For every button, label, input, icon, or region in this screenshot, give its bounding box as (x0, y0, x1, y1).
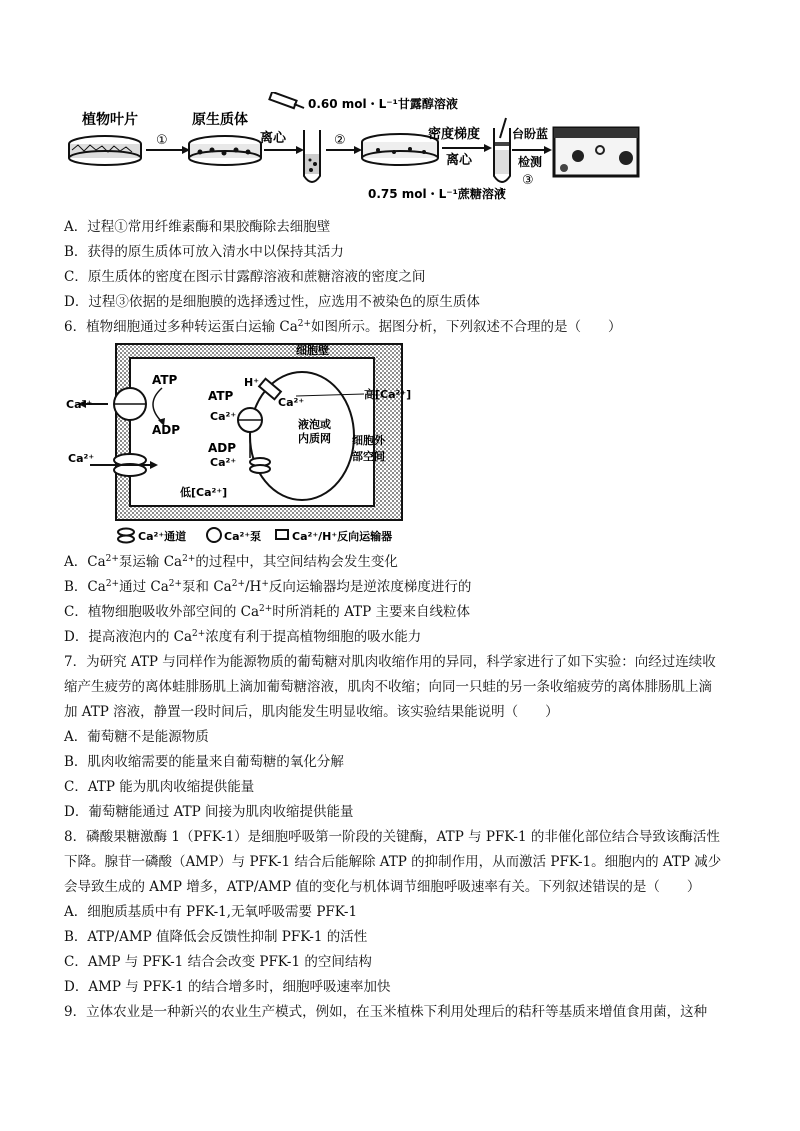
centrifuge1-label: 离心 (260, 131, 287, 146)
mannitol-label: 0.60 mol・L⁻¹甘露醇溶液 (308, 97, 458, 111)
high-ca-label: 高[Ca²⁺] (364, 388, 412, 401)
q7-option-b: B．肌肉收缩需要的能量来自葡萄糖的氧化分解 (64, 754, 344, 770)
atp-label-2: ATP (208, 389, 234, 403)
ca-out-label-2: Ca²⁺ (68, 452, 95, 465)
ca-in-label-2: Ca²⁺ (210, 456, 237, 469)
protoplast-dish (189, 111, 261, 165)
q7-stem-line3: 加 ATP 溶液，静置一段时间后，肌肉能发生明显收缩。该实验结果能说明（ ） (64, 704, 559, 720)
adp-label-1: ADP (152, 423, 181, 437)
figure-legend (118, 528, 392, 543)
q7-option-a: A．葡萄糖不是能源物质 (64, 729, 209, 745)
q5-option-c: C．原生质体的密度在图示甘露醇溶液和蔗糖溶液的密度之间 (64, 269, 426, 285)
outside-label-1: 细胞外 (352, 434, 385, 447)
resuspension-dish (362, 134, 438, 165)
q8-stem-line1: 8．磷酸果糖激酶 1（PFK-1）是细胞呼吸第一阶段的关键酶，ATP 与 PFK-1 的非催化部位结合导致该酶活性 (64, 829, 720, 845)
protoplast-label: 原生质体 (192, 112, 248, 128)
cell-wall-label: 细胞壁 (296, 344, 329, 357)
vacuole-label-1: 液泡或 (298, 418, 331, 431)
mannitol-pipette (269, 92, 457, 111)
q8-option-d: D．AMP 与 PFK-1 的结合增多时，细胞呼吸速率加快 (64, 979, 391, 995)
step2-label: ② (334, 133, 346, 148)
q8-option-a: A．细胞质基质中有 PFK-1,无氧呼吸需要 PFK-1 (64, 904, 358, 920)
q6-stem (64, 318, 622, 336)
step3-label: ③ (522, 173, 534, 188)
ca-pump-vacuole (238, 408, 262, 432)
legend-antiporter: Ca²⁺/H⁺反向运输器 (292, 530, 393, 543)
q6-stem-sup: 2+ (297, 319, 312, 329)
legend-pump: Ca²⁺泵 (224, 530, 262, 543)
q8-stem-line2: 下降。腺苷一磷酸（AMP）与 PFK-1 结合后能解除 ATP 的抑制作用，从而激活 PFK-1。细胞内的 ATP 减少 (64, 854, 722, 870)
q6-option-a: A．$Ca^{2+}$泵运输 $Ca^{2+}$的过程中，其空间结构会发生变化 (64, 554, 398, 570)
q7-option-c: C．ATP 能为肌肉收缩提供能量 (64, 779, 255, 795)
q5-option-b: B．获得的原生质体可放入清水中以保持其活力 (64, 244, 344, 260)
ca-pump-membrane (114, 388, 146, 420)
stain-label: 台盼蓝 (512, 127, 549, 141)
q5-option-d: D．过程③依据的是细胞膜的选择透过性，应选用不被染色的原生质体 (64, 294, 480, 310)
q7-option-d: D．葡萄糖能通过 ATP 间接为肌肉收缩提供能量 (64, 804, 354, 820)
vacuole-label-2: 内质网 (298, 432, 331, 445)
centrifuge-tube-2 (494, 118, 510, 194)
q6-stem-a: 6．植物细胞通过多种转运蛋白运输 Ca (64, 319, 298, 335)
sucrose-label: 0.75 mol・L⁻¹蔗糖溶液 (368, 187, 506, 201)
ca-vacuole-label: Ca²⁺ (278, 396, 305, 409)
q7-stem-line1: 7．为研究 ATP 与同样作为能源物质的葡萄糖对肌肉收缩作用的异同，科学家进行了如下实验：向经过连续收 (64, 654, 716, 670)
q6-option-b: B．$Ca^{2+}$通过 $Ca^{2+}$泵和 $Ca^{2+}/H^+$反向运输器均是逆浓度梯度进行的 (64, 579, 472, 595)
ca-out-label-1: Ca²⁺ (66, 398, 93, 411)
leaf-dish (69, 111, 141, 165)
calcium-transport-figure (64, 340, 424, 548)
centrifuge-tube-1 (304, 130, 320, 182)
q6-option-d: D．提高液泡内的 $Ca^{2+}$浓度有利于提高植物细胞的吸水能力 (64, 629, 422, 645)
low-ca-label: 低[Ca²⁺] (180, 486, 228, 499)
ca-in-label-1: Ca²⁺ (210, 410, 237, 423)
outside-label-2: 部空间 (352, 450, 385, 463)
q5-option-a: A．过程①常用纤维素酶和果胶酶除去细胞壁 (64, 219, 331, 235)
micrograph (554, 128, 638, 176)
q6-stem-b: 如图所示。据图分析，下列叙述不合理的是（ ） (311, 319, 622, 335)
atp-label-1: ATP (152, 373, 178, 387)
leaf-label: 植物叶片 (82, 112, 138, 128)
detect-label: 检测 (518, 155, 543, 169)
ca-channel-vacuole (250, 458, 270, 473)
q8-stem-line3: 会导致生成的 AMP 增多，ATP/AMP 值的变化与机体调节细胞呼吸速率有关。下列叙述错误的是（ ） (64, 879, 701, 895)
q8-option-b: B．ATP/AMP 值降低会反馈性抑制 PFK-1 的活性 (64, 929, 368, 945)
density-gradient-label: 密度梯度 (428, 127, 481, 142)
q8-option-c: C．AMP 与 PFK-1 结合会改变 PFK-1 的空间结构 (64, 954, 372, 970)
step1-label: ① (156, 133, 168, 148)
adp-label-2: ADP (208, 441, 237, 455)
centrifuge2-label: 离心 (446, 153, 473, 168)
q9-stem-line1: 9．立体农业是一种新兴的农业生产模式，例如，在玉米植株下利用处理后的秸秆等基质来增值食用菌，这种 (64, 1004, 708, 1020)
h-ion-label: H⁺ (244, 376, 260, 389)
q6-option-c: C．植物细胞吸收外部空间的 $Ca^{2+}$时所消耗的 ATP 主要来自线粒体 (64, 604, 470, 620)
protoplast-figure (60, 92, 650, 210)
legend-channel: Ca²⁺通道 (138, 530, 187, 543)
q7-stem-line2: 缩产生疲劳的离体蛙腓肠肌上滴加葡萄糖溶液，肌肉不收缩；向同一只蛙的另一条收缩疲劳的离体腓肠肌上滴 (64, 679, 712, 695)
